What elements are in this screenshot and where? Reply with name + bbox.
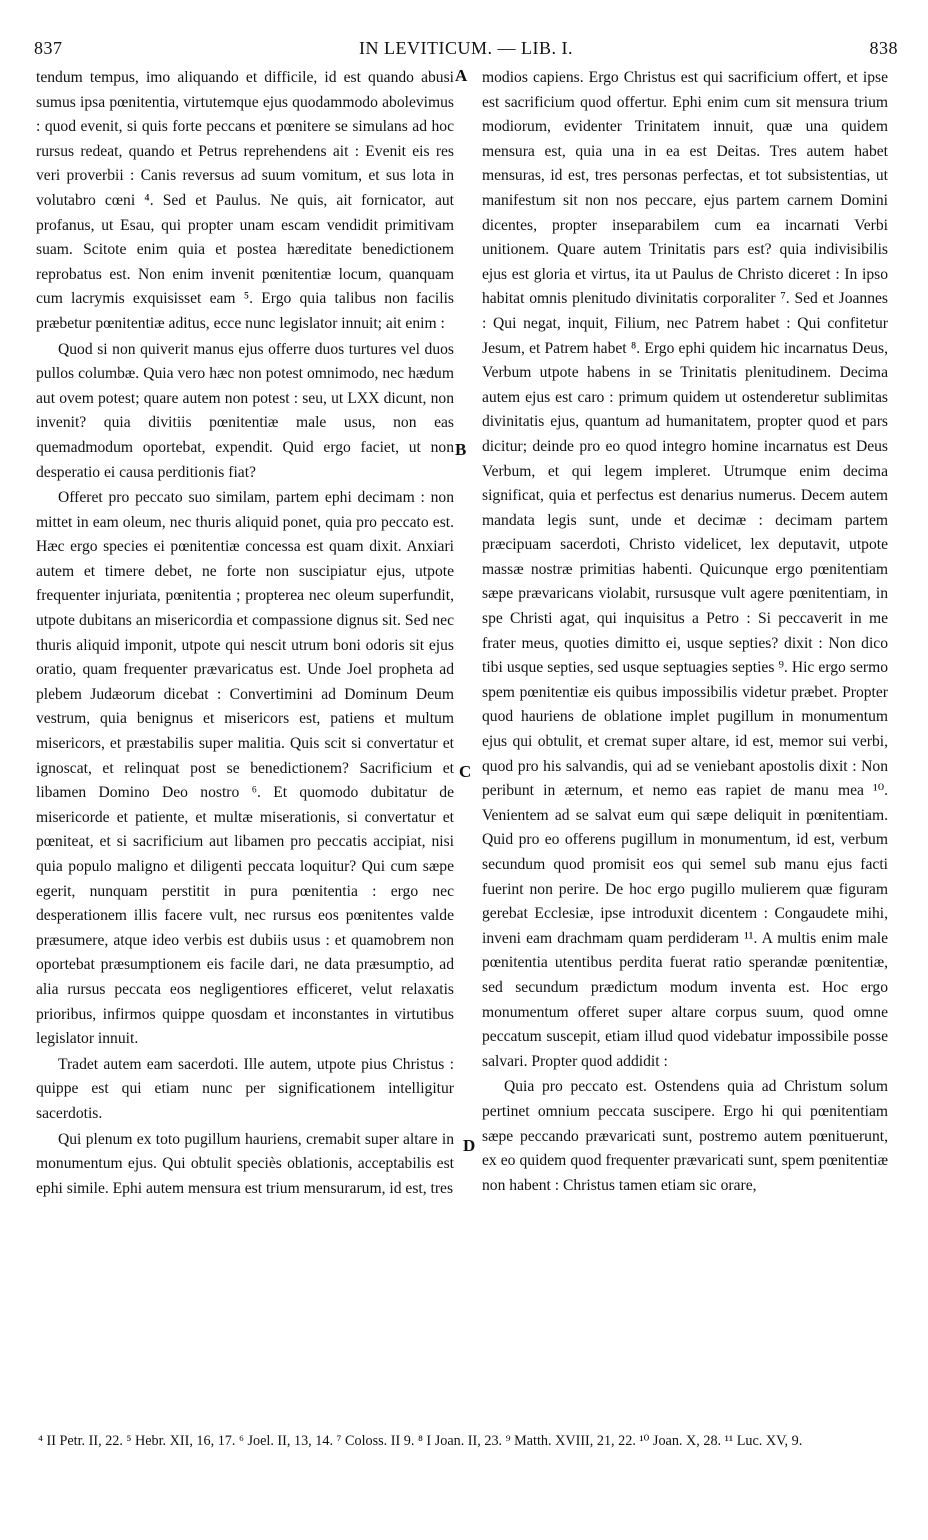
left-column bbox=[36, 66, 454, 1201]
running-header bbox=[34, 38, 898, 64]
margin-marker-b: B bbox=[455, 440, 467, 459]
paragraph: tendum tempus, imo aliquando et difficile, id est quando abusi sumus ipsa pœnitentia, virtutemque ejus quodammodo abolevimus : quod evenit, si quis forte peccans et pœnitere se simulans ad hoc rursus redeat, quando et Petrus reprehendens ait : Evenit eis res veri proverbii : Canis reversus ad suum vomitum, et sus lota in volutabro cœni ⁴. Sed et Paulus. Ne quis, ait fornicator, aut profanus, ut Esau, qui propter unam escam vendidit primitivam suam. Scitote enim quia et postea hæreditate benedictionem reprobatus est. Non enim invenit pœnitentiæ locum, quanquam cum lacrymis exquisisset eam ⁵. Ergo quia talibus non facilis præbetur pœnitentiæ aditus, ecce nunc legislator innuit; ait enim : bbox=[36, 69, 454, 332]
paragraph: Quod si non quiverit manus ejus offerre duos turtures vel duos pullos columbæ. Quia vero hæc non potest omnimodo, nec hædum aut ovem potest; quare autem non potest : seu, ut LXX dicunt, non invenit? quia divitiis pœnitentiæ male usus, non eas quemadmodum oportebat, expendit. Quid ergo faciet, ut non desperatio ei causa perditionis fiat? bbox=[36, 340, 454, 481]
margin-marker-d: D bbox=[463, 1136, 476, 1155]
page-number-left: 837 bbox=[34, 38, 63, 58]
paragraph: Quia pro peccato est. Ostendens quia ad Christum solum pertinet omnium peccata suscipere. Ergo hi qui pœnitentiam sæpe peccando prævaricati sunt, postremo autem pœnituerunt, ex eo quidem quod frequenter prævaricati sunt, spem pœnitentiæ non habent : Christus tamen etiam sic orare, bbox=[482, 1078, 888, 1194]
paragraph: Qui plenum ex toto pugillum hauriens, cremabit super altare in monumentum ejus. Qui obtulit speciès oblationis, acceptabilis est ephi simile. Ephi autem mensura est trium mensurarum, id est, tres bbox=[36, 1130, 454, 1197]
page-number-right: 838 bbox=[869, 38, 898, 58]
footnote-text: ⁴ II Petr. II, 22. ⁵ Hebr. XII, 16, 17. ⁶ Joel. II, 13, 14. ⁷ Coloss. II 9. ⁸ I Joan. II, 23. ⁹ Matth. XVIII, 21, 22. ¹⁰ Joan. X, 28. ¹¹ Luc. XV, 9. bbox=[38, 1433, 803, 1449]
margin-marker-a: A bbox=[455, 66, 468, 85]
right-column bbox=[482, 66, 888, 1198]
paragraph: Tradet autem eam sacerdoti. Ille autem, utpote pius Christus : quippe est qui etiam nunc per significationem intelligitur sacerdotis. bbox=[36, 1055, 454, 1122]
running-title: IN LEVITICUM. — LIB. I. bbox=[359, 38, 573, 58]
paragraph: modios capiens. Ergo Christus est qui sacrificium offert, et ipse est sacrificium quod offertur. Ephi enim cum sit mensura trium modiorum, evidenter Trinitatem innuit, quæ una quidem mensura est, quia una in ea est Deitas. Tres autem habet mensuras, id est, tres personas perfectas, et tot subsistentias, ut manifestum sit non nos peccare, ejus partem carnem Domini dicentes, propter inseparabilem cum ea incarnati Verbi unitionem. Quare autem Trinitatis pars est? quia indivisibilis ejus est gloria et virtus, ita ut Paulus de Christo diceret : In ipso habitat omnis plenitudo divinitatis corporaliter ⁷. Sed et Joannes : Qui negat, inquit, Filium, nec Patrem habet : Qui confitetur Jesum, et Patrem habet ⁸. Ergo ephi quidem hic incarnatus Deus, Verbum utpote habens in se Trinitatis plenitudinem. Decima autem ejus est caro : primum quidem ut ostenderetur sublimitas divinitatis ejus, quantum ad humanitatem, propter quod et pars dicitur; deinde pro eo quod integro homine incarnatus est Deus Verbum, et qui legem impleret. Utrumque enim decima significat, quia et perfectus est denarius numerus. Decem autem mandata legis sunt, unde et decimæ : decimam partem præcipuam sacerdoti, Christo videlicet, lex deputavit, utpote massæ nostræ primitias habenti. Quicunque ergo pœnitentiam sæpe prævaricans violabit, rursusque vult agere pœnitentiam, in spe Christi agat, qui inquisitus a Petro : Si peccaverit in me frater meus, quoties dimitto ei, usque septies? dixit : Non dico tibi usque septies, sed usque septuagies septies ⁹. Hic ergo sermo spem pœnitentiæ eis quibus impossibilis videtur præbet. Propter quod hauriens de oblatione implet pugillum in monumentum ejus qui obtulit, et cremat super altare, id est, memor sui verbi, quod pro his salvandis, qui ad se veniebant apostolis dixit : Non peribunt in æternum, et nemo eas rapiet de manu mea ¹⁰. Venientem ad se salvat eum qui sæpe deliquit in pœnitentiam. Quid pro eo offerens pugillum in monumentum, id est, verbum secundum quod promisit eos qui semel sub manu ejus facti fuerint non perire. De hoc ergo pugillo mulierem quæ figuram gerebat Ecclesiæ, ipse introduxit dicentem : Congaudete mihi, inveni eam drachmam quam perdideram ¹¹. A multis enim male pœnitentia utentibus perdita fuerat ratio sperandæ pœnitentiæ, sed secundum prædictum modum inventa est. Hoc ergo monumentum offeret super altare corpus suum, quod omne peccatum suscepit, etiam illud quod videbatur impossibile posse salvari. Propter quod addidit : bbox=[482, 69, 888, 1070]
footnotes bbox=[38, 1430, 896, 1453]
margin-marker-c: C bbox=[459, 762, 472, 781]
paragraph: Offeret pro peccato suo similam, partem ephi decimam : non mittet in eam oleum, nec thuris aliquid ponet, quia pro peccato est. Hæc ergo species ei pœnitentiæ concessa est quam dixit. Anxiari autem et timere debet, ne forte non suscipiatur ejus, utpote frequenter injuriata, pœnitentia ; propterea nec oleum superfundit, utpote dubitans an misericordia et compassione dignus sit. Sed nec thuris aliquid imponit, utpote qui nescit utrum boni odoris sit ejus oratio, quam frequenter prævaricatus est. Unde Joel propheta ad plebem Judæorum dicebat : Convertimini ad Dominum Deum vestrum, quia benignus et misericors est, patiens et multum misericors, et præstabilis super malitia. Quis scit si convertatur et ignoscat, et relinquat post se benedictionem? Sacrificium et libamen Domino Deo nostro ⁶. Et quomodo dubitatur de misericorde et patiente, et multæ miserationis, si convertatur et pœniteat, et si sacrificium aut libamen pro peccatis accipiat, nisi quia populo maligno et diligenti peccata loquitur? Qui cum sæpe egerit, nunquam perstitit in pura pœnitentia : ergo nec desperationem illis facere vult, nec rursus eos pœnitentes valde præsumere, atque ideo verbis est dubiis usus : et quamobrem non oportebat præsumptionem eis facile dari, ne data præsumptio, ad alia rursus peccata eos negligentiores efficeret, velut relaxatis prioribus, infirmos quippe quosdam et inconstantes in virtutibus legislator innuit. bbox=[36, 489, 454, 1048]
